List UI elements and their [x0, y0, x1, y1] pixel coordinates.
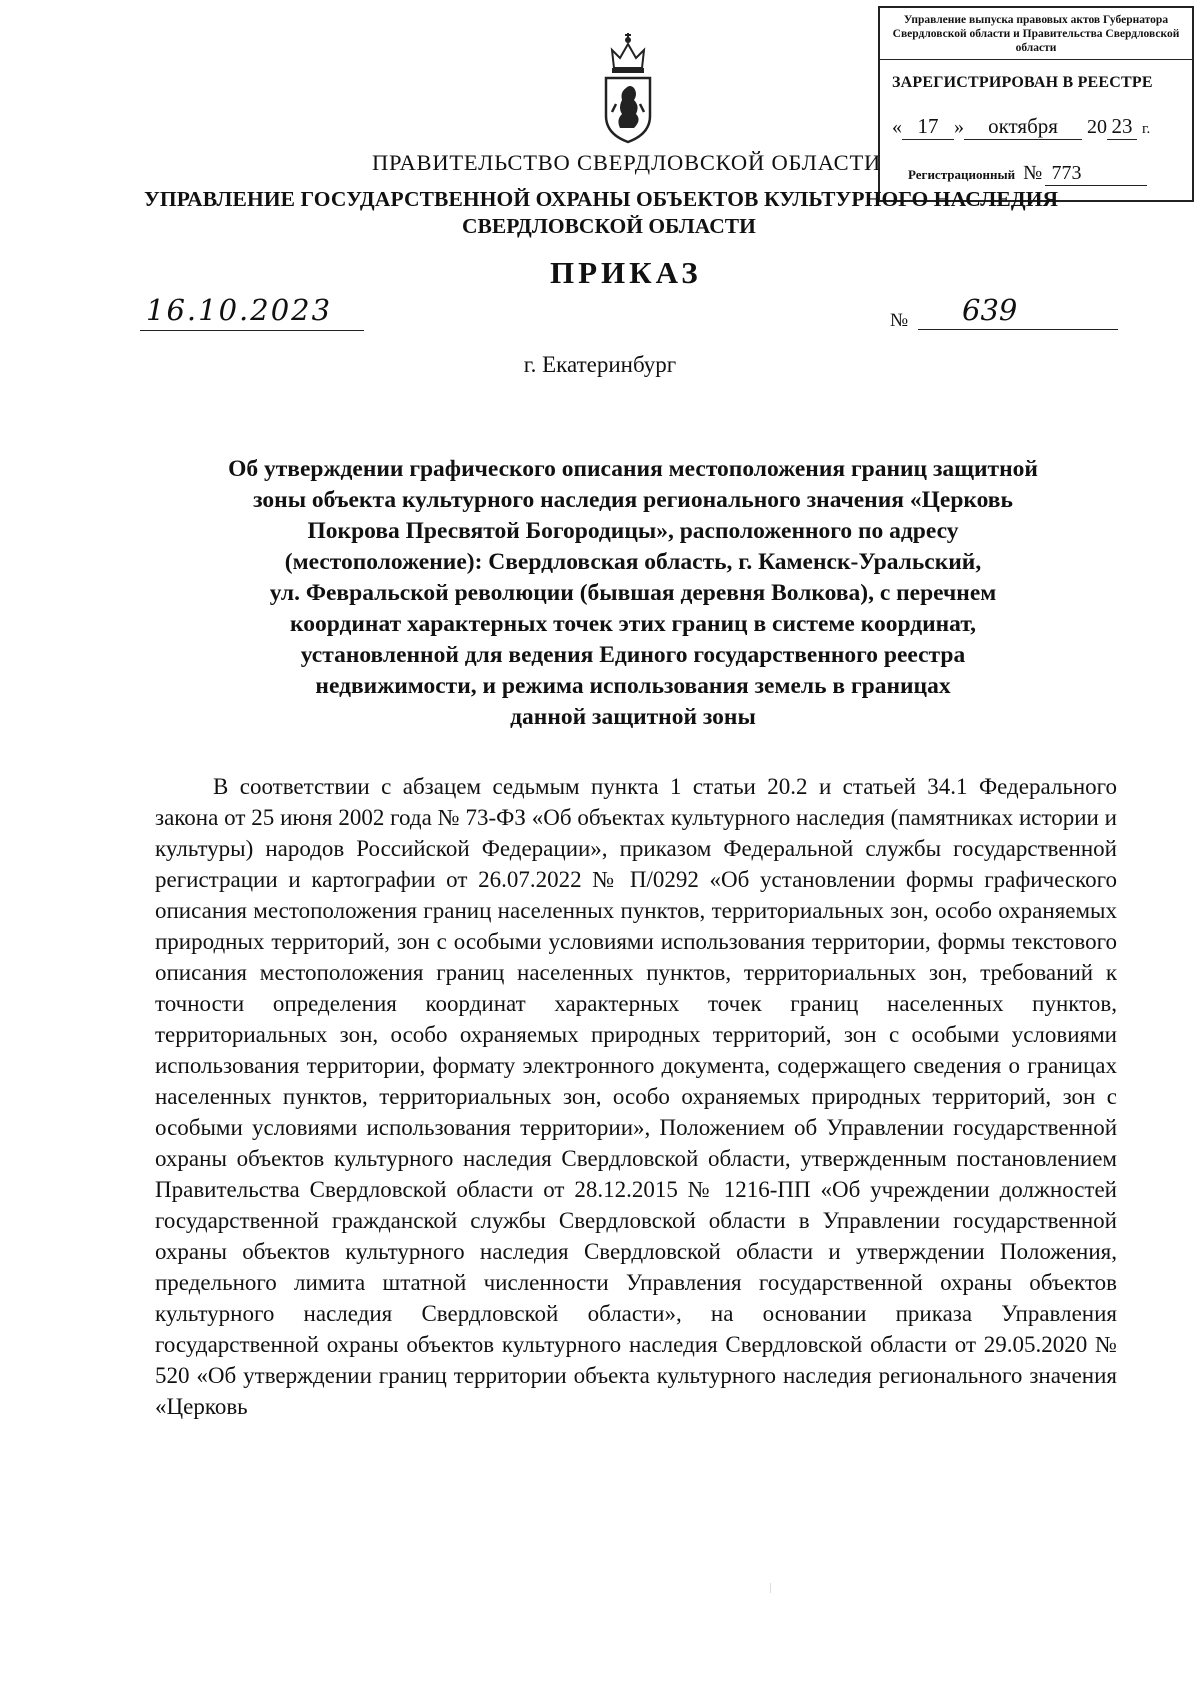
stamp-day: 17: [902, 114, 954, 140]
body-paragraph: В соответствии с абзацем седьмым пункта 1 статьи 20.2 и статьей 34.1 Федерального закона от 25 июня 2002 года № 73-ФЗ «Об объектах культурного наследия (памятниках истории и культуры) народов Российской Федерации», приказом Федеральной службы государственной регистрации и картографии от 26.07.2022 № П/0292 «Об установлении формы графического описания местоположения границ населенных пунктов, территориальных зон, особо охраняемых природных территорий, зон с особыми условиями использования территории, формы текстового описания местоположения границ населенных пунктов, территориальных зон, требований к точности определения координат характерных точек границ населенных пунктов, территориальных зон, особо охраняемых природных территорий, зон с особыми условиями использования территории, формату электронного документа, содержащего сведения о границах населенных пунктов, территориальных зон, особо охраняемых природных территорий, зон с особыми условиями использования территории», Положением об Управлении государственной охраны объектов культурного наследия Свердловской области, утвержденным постановлением Правительства Свердловской области от 28.12.2015 № 1216-ПП «Об учреждении должностей государственной гражданской службы Свердловской области в Управлении государственной охраны объектов культурного наследия Свердловской области и утверждении Положения, предельного лимита штатной численности Управления государственной охраны объектов культурного наследия Свердловской области», на основании приказа Управления государственной охраны объектов культурного наследия Свердловской области от 29.05.2020 № 520 «Об утверждении границ территории объекта культурного наследия регионального значения «Церковь: [155, 774, 1117, 1419]
title-line: Покрова Пресвятой Богородицы», расположенного по адресу: [307, 518, 959, 544]
department-name-line1: УПРАВЛЕНИЕ ГОСУДАРСТВЕННОЙ ОХРАНЫ ОБЪЕКТОВ КУЛЬТУРНОГО НАСЛЕДИЯ: [144, 187, 1059, 211]
order-title: [150, 454, 1116, 733]
body-text: [155, 771, 1117, 1422]
order-date: 16.10.2023: [140, 290, 364, 331]
title-line: координат характерных точек этих границ в системе координат,: [290, 611, 976, 637]
government-name: ПРАВИТЕЛЬСТВО СВЕРДЛОВСКОЙ ОБЛАСТИ: [372, 150, 882, 175]
stamp-month: октября: [964, 114, 1082, 140]
title-line: данной защитной зоны: [510, 704, 756, 730]
stamp-header: Управление выпуска правовых актов Губернатора Свердловской области и Правительства Свердловской области: [880, 8, 1192, 60]
order-number: 639: [918, 290, 1118, 330]
title-line: (местоположение): Свердловская область, г. Каменск-Уральский,: [284, 549, 982, 575]
title-line: недвижимости, и режима использования земель в границах: [315, 673, 951, 699]
stamp-reg-label: Регистрационный: [908, 167, 1016, 182]
stamp-reg-sign: №: [1023, 162, 1043, 184]
department-name-line2: СВЕРДЛОВСКОЙ ОБЛАСТИ: [462, 214, 756, 238]
stamp-reg-number: 773: [1045, 162, 1147, 186]
stamp-year-prefix: 20: [1087, 116, 1107, 138]
stamp-year-suffix: 23: [1107, 114, 1137, 140]
page-mark: [770, 1583, 771, 1593]
title-line: установленной для ведения Единого государственного реестра: [300, 642, 966, 668]
title-line: ул. Февральской революции (бывшая деревня Волкова), с перечнем: [269, 580, 997, 606]
title-line: зоны объекта культурного наследия регионального значения «Церковь: [253, 487, 1013, 513]
registration-stamp: [878, 6, 1194, 202]
coat-of-arms-icon: [598, 28, 658, 146]
stamp-reg-number-row: [908, 162, 1147, 186]
order-number-label: №: [890, 310, 909, 331]
stamp-registered-label: ЗАРЕГИСТРИРОВАН В РЕЕСТРЕ: [892, 74, 1153, 91]
title-line: Об утверждении графического описания местоположения границ защитной: [228, 456, 1038, 482]
city: г. Екатеринбург: [523, 352, 677, 377]
document-type: ПРИКАЗ: [550, 255, 702, 290]
stamp-year-unit: г.: [1142, 121, 1151, 137]
stamp-date: « 17 » октября 20 23 г.: [892, 114, 1151, 138]
